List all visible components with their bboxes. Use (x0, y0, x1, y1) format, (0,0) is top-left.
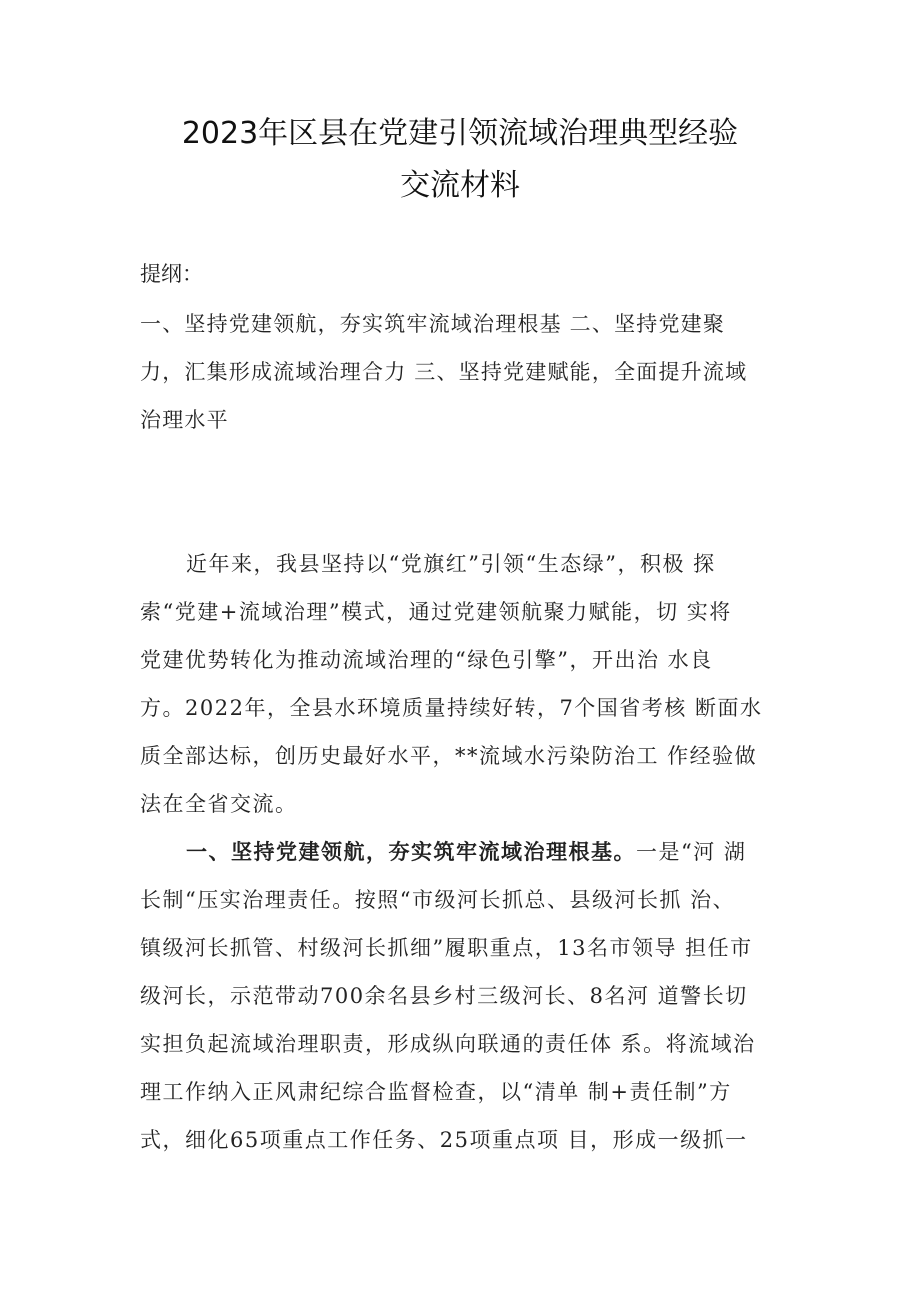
outline-line: 力，汇集形成流域治理合力 三、坚持党建赋能，全面提升流域 (140, 360, 748, 384)
intro-paragraph-line: 方。2022年，全县水环境质量持续好转，7个国省考核 断面水 (140, 696, 763, 720)
section-1-line: 镇级河长抓管、村级河长抓细”履职重点，13名市领导 担任市 (140, 936, 753, 960)
outline-line: 一、坚持党建领航，夯实筑牢流域治理根基 二、坚持党建聚 (140, 312, 726, 336)
section-1-line: 级河长，示范带动700余名县乡村三级河长、8名河 道警长切 (140, 984, 748, 1008)
section-1-first-line-text: 一是“河 湖 (636, 840, 747, 864)
section-1-line: 实担负起流域治理职责，形成纵向联通的责任体 系。将流域治 (140, 1032, 756, 1056)
intro-paragraph-line: 党建优势转化为推动流域治理的“绿色引擎”，开出治 水良 (140, 648, 713, 672)
section-1-line: 式，细化65项重点工作任务、25项重点项 目，形成一级抓一 (140, 1128, 748, 1152)
intro-paragraph-line: 索“党建+流域治理”模式，通过党建领航聚力赋能，切 实将 (140, 600, 732, 624)
intro-paragraph-line: 法在全省交流。 (140, 792, 298, 816)
outline-line: 治理水平 (140, 408, 229, 432)
document-title-line-1: 2023年区县在党建引领流域治理典型经验 (181, 116, 739, 151)
intro-paragraph-line: 质全部达标，创历史最好水平，**流域水污染防治工 作经验做 (140, 744, 758, 768)
section-1-first-line (186, 836, 746, 866)
document-title-line-2: 交流材料 (400, 168, 520, 203)
section-1-line: 理工作纳入正风肃纪综合监督检查，以“清单 制+责任制”方 (140, 1080, 732, 1104)
section-1-heading: 一、坚持党建领航，夯实筑牢流域治理根基。 (186, 839, 636, 864)
section-1-line: 长制“压实治理责任。按照“市级河长抓总、县级河长抓 治、 (140, 888, 736, 912)
intro-paragraph-line: 近年来，我县坚持以“党旗红”引领“生态绿”，积极 探 (186, 552, 716, 576)
outline-label: 提纲： (140, 262, 203, 286)
